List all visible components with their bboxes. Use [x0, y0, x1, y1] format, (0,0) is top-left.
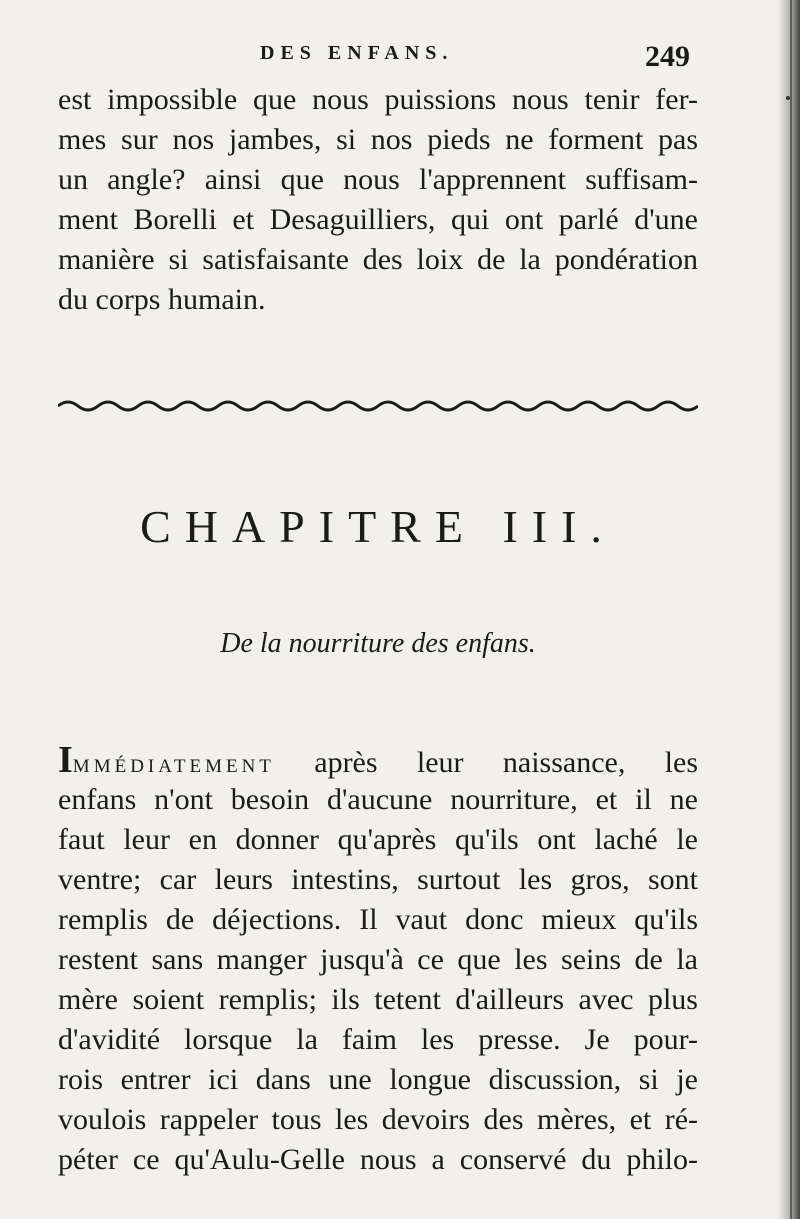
text-line: enfans n'ont besoin d'aucune nourriture, et il ne — [58, 783, 698, 816]
first-line — [58, 740, 698, 780]
page-header — [58, 40, 698, 80]
first-line-rest: après leur naissance, les — [314, 746, 698, 779]
text-line: ventre; car leurs intestins, surtout les gros, sont — [58, 863, 698, 896]
text-line: un angle? ainsi que nous l'apprennent suffisam- — [58, 163, 698, 196]
chapter-subtitle: De la nourriture des enfans. — [220, 628, 536, 659]
text-line: manière si satisfaisante des loix de la pondération — [58, 243, 698, 276]
text-line: remplis de déjections. Il vaut donc mieux qu'ils — [58, 903, 698, 936]
text-line: restent sans manger jusqu'à ce que les seins de la — [58, 943, 698, 976]
text-line: mes sur nos jambes, si nos pieds ne forment pas — [58, 123, 698, 156]
initial-letter: I — [58, 739, 73, 781]
text-line: péter ce qu'Aulu-Gelle nous a conservé du philo- — [58, 1143, 698, 1176]
text-line: est impossible que nous puissions nous tenir fer- — [58, 83, 698, 116]
text-line: voulois rappeler tous les devoirs des mères, et ré- — [58, 1103, 698, 1136]
chapter-title: CHAPITRE III. — [140, 501, 616, 552]
text-line: d'avidité lorsque la faim les presse. Je pour- — [58, 1023, 698, 1056]
text-line: faut leur en donner qu'après qu'ils ont laché le — [58, 823, 698, 856]
text-line: rois entrer ici dans une longue discussion, si je — [58, 1063, 698, 1096]
chapter-body-paragraph — [58, 740, 698, 1180]
running-head: DES ENFANS. — [260, 42, 454, 64]
text-line: mère soient remplis; ils tetent d'ailleurs avec plus — [58, 983, 698, 1016]
page-edge-shadow — [778, 0, 800, 1219]
page-number: 249 — [645, 40, 690, 73]
page-edge-line — [790, 0, 792, 1219]
wavy-rule-ornament — [58, 392, 698, 418]
continued-paragraph — [58, 80, 698, 320]
text-line: ment Borelli et Desaguilliers, qui ont parlé d'une — [58, 203, 698, 236]
small-caps-word: MMÉDIATEMENT — [72, 756, 275, 777]
text-line: du corps humain. — [58, 283, 266, 316]
